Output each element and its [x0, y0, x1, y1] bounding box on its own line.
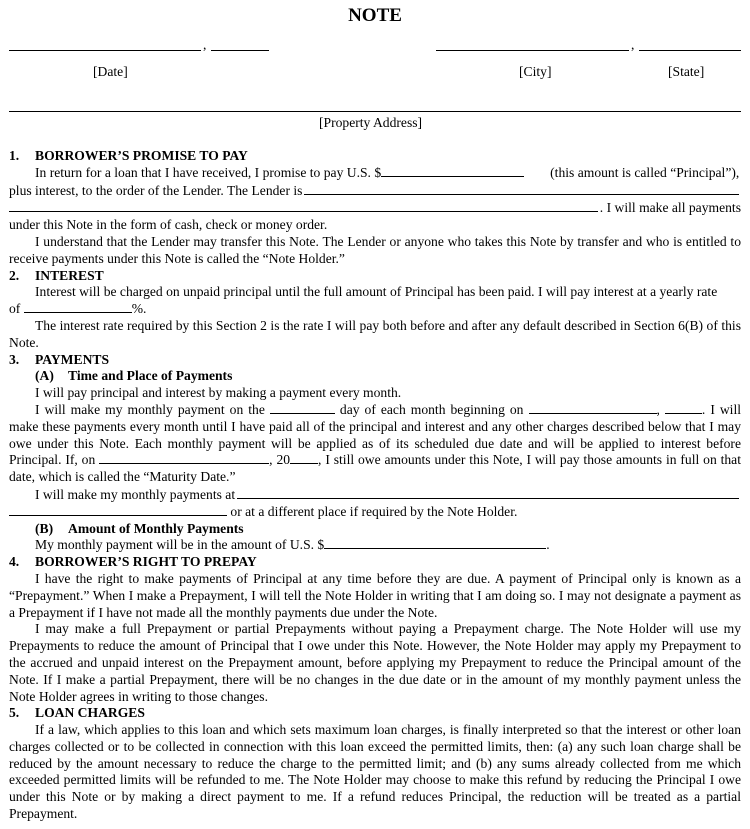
- lender-line: plus interest, to the order of the Lender. The Lender is: [9, 182, 741, 200]
- section-3a-heading: (A) Time and Place of Payments: [35, 368, 233, 384]
- section-1-paragraph-2: I understand that the Lender may transfer this Note. The Lender or anyone who takes this Note by transfer and who is entitled to receive payments under this Note is called the “Note Holder.”: [9, 233, 741, 266]
- lender-line-continued: . I will make all payments: [9, 199, 741, 217]
- first-payment-year-field[interactable]: [665, 402, 702, 414]
- date-field[interactable]: [9, 50, 201, 51]
- section-4-paragraph-1: I have the right to make payments of Principal at any time before they are due. A payment of Principal only is known as a “Prepayment.” When I make a Prepayment, I will tell the Note Holder in writing that I am doing so. I may not designate a payment as a Prepayment if I have not made all the monthly payments due under the Note.: [9, 570, 741, 620]
- section-1-paragraph-1-end: under this Note in the form of cash, check or money order.: [9, 217, 328, 233]
- state-label: [State]: [668, 64, 705, 79]
- comma-separator: ,: [203, 37, 207, 52]
- section-4-paragraph-2: I may make a full Prepayment or partial Prepayments without paying a Prepayment charge. The Note Holder will use my Prepayments to reduce the amount of Principal that I owe under this Note. However, the Note Holder may apply my Prepayment to the accrued and unpaid interest on the Prepayment amount, before applying my Prepayment to reduce the Principal amount of the Note. If I make a partial Prepayment, there will be no changes in the due date or in the amount of my monthly payment unless the Note Holder agrees in writing to those changes.: [9, 621, 741, 704]
- document-title: NOTE: [348, 5, 402, 26]
- payment-place-field-continued[interactable]: [9, 504, 227, 516]
- lender-name-field[interactable]: [304, 182, 739, 195]
- section-5-paragraph-1: If a law, which applies to this loan and which sets maximum loan charges, is finally interpreted so that the interest or other loan charges collected or to be collected in connection with this loan exceed the permitted limits, then: (a) any such loan charge shall be reduced by the amount necessary to reduce the charge to the permitted limit; and (b) any sums already collected from me which exceeded permitted limits will be refunded to me. The Note Holder may choose to make this refund by reducing the Principal I owe under this Note or by making a direct payment to me. If a refund reduces Principal, the reduction will be treated as a partial Prepayment.: [9, 722, 741, 822]
- property-address-label: [Property Address]: [319, 115, 423, 130]
- year-field[interactable]: [211, 50, 269, 51]
- section-1-heading: 1. BORROWER’S PROMISE TO PAY: [9, 148, 248, 163]
- lender-name-field-continued[interactable]: [9, 199, 598, 212]
- section-3-heading: 3. PAYMENTS: [9, 351, 110, 367]
- comma-separator: ,: [631, 37, 635, 52]
- section-5-heading: 5. LOAN CHARGES: [9, 705, 145, 721]
- note-body: [9, 148, 741, 823]
- city-label: [City]: [519, 64, 552, 79]
- principal-amount-field[interactable]: [381, 165, 524, 177]
- interest-rate-field[interactable]: [24, 301, 132, 313]
- payment-place-line: I will make my monthly payments at: [9, 486, 741, 504]
- monthly-payment-line: My monthly payment will be in the amount of U.S. $ .: [35, 537, 550, 553]
- payment-place-field[interactable]: [237, 486, 739, 499]
- maturity-year-field[interactable]: [290, 452, 318, 464]
- payment-place-line-continued: or at a different place if required by the Note Holder.: [9, 504, 741, 521]
- date-label: [Date]: [93, 64, 128, 79]
- section-3-paragraph-1: I will pay principal and interest by making a payment every month.: [35, 385, 402, 401]
- section-4-heading: 4. BORROWER’S RIGHT TO PREPAY: [9, 554, 257, 570]
- monthly-payment-amount-field[interactable]: [324, 537, 546, 549]
- interest-rate-line: of %.: [9, 301, 147, 317]
- payment-day-field[interactable]: [270, 402, 335, 414]
- section-2-paragraph-2: The interest rate required by this Section 2 is the rate I will pay both before and after any default described in Section 6(B) of this Note.: [9, 317, 741, 350]
- section-2-paragraph-1: Interest will be charged on unpaid principal until the full amount of Principal has been paid. I will pay interest at a yearly rate: [35, 284, 718, 300]
- property-address-field[interactable]: [9, 111, 741, 112]
- state-field[interactable]: [639, 50, 741, 51]
- section-2-heading: 2. INTEREST: [9, 267, 104, 283]
- section-3-paragraph-2: I will make my monthly payment on the day of each month beginning on , . I will make these payments every month until I have paid all of the principal and interest and any other charges described below that I may owe under this Note. Each monthly payment will be applied as of its scheduled due date and will be applied to interest before Principal. If, on , 20 , I still owe amounts under this Note, I will pay those amounts in full on that date, which is called the “Maturity Date.”: [9, 401, 742, 485]
- section-3b-heading: (B) Amount of Monthly Payments: [35, 520, 244, 536]
- first-payment-date-field[interactable]: [529, 402, 657, 414]
- maturity-date-field[interactable]: [99, 452, 269, 464]
- city-field[interactable]: [436, 50, 629, 51]
- principal-line: In return for a loan that I have received, I promise to pay U.S. $ (this amount is called “Principal”),: [35, 164, 740, 180]
